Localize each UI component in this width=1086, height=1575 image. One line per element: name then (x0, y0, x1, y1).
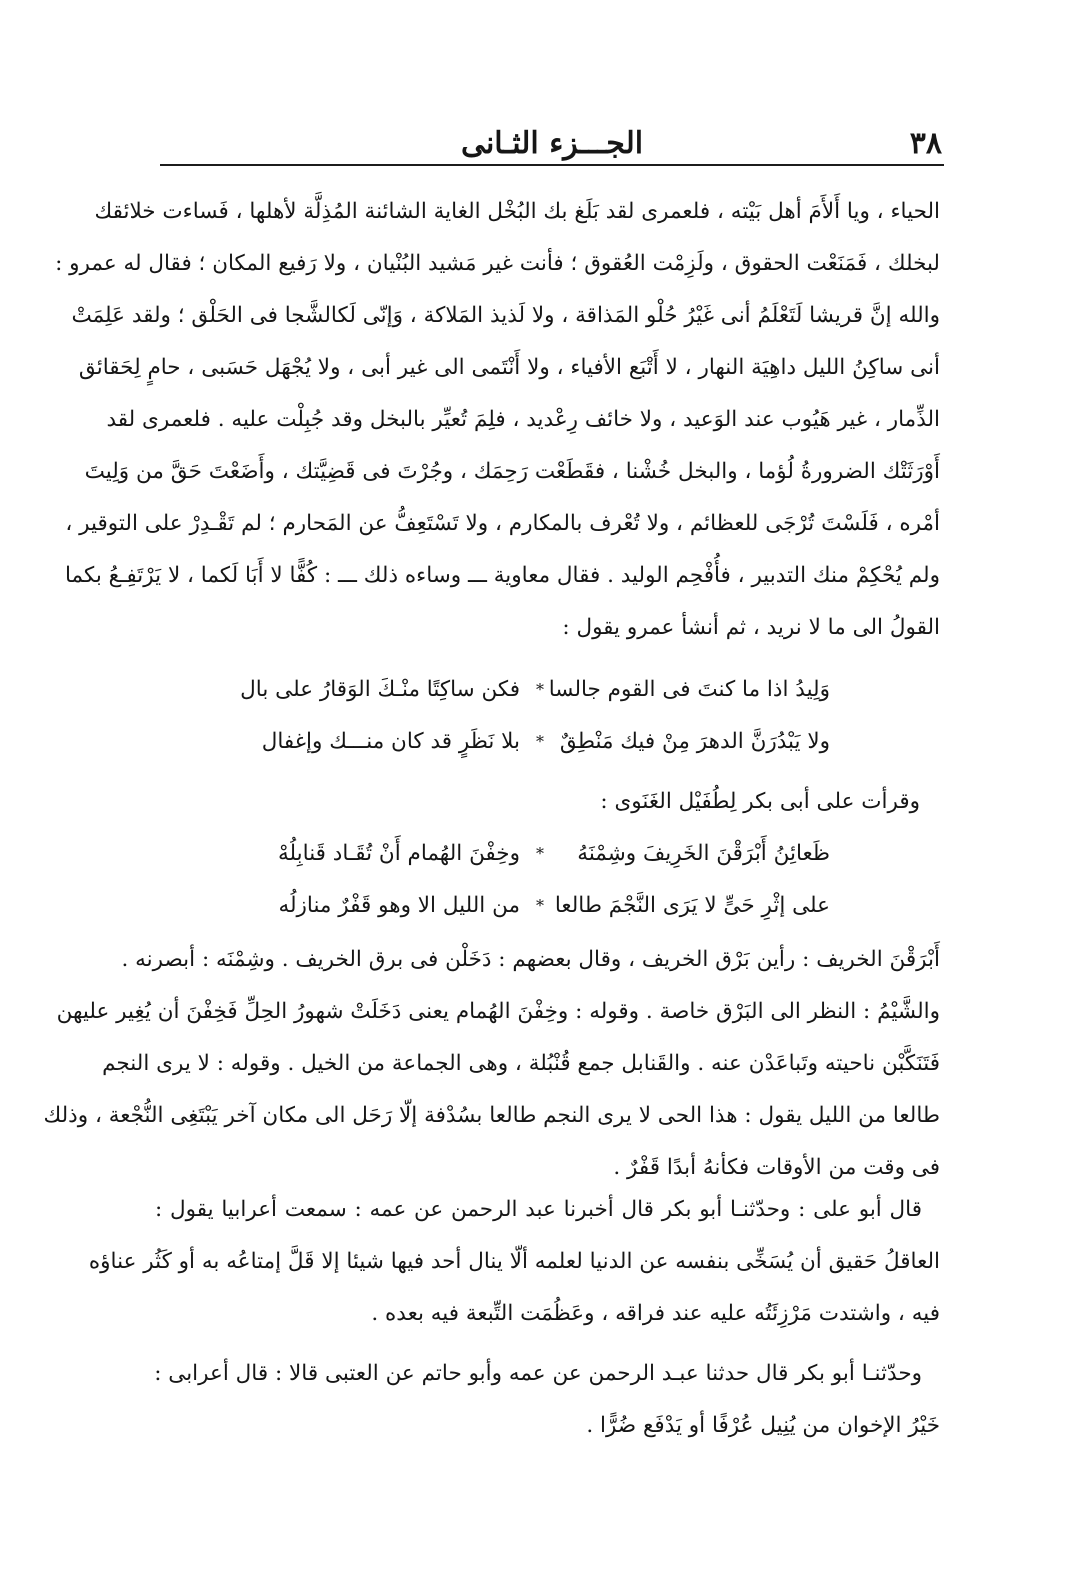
text-line: أمْره ، فَلَسْتَ تُرْجَى للعظائم ، ولا تُعْرف بالمكارم ، ولا تَسْتَعِفُّ عن المَحارم ؛ لم تَقْـدِرْ على التوقير ، (65, 511, 940, 536)
text-line: فَتَنَكَّبْن ناحيته وتَباعَدْن عنه . والقَنابل جمع قُنْبُلة ، وهى الجماعة من الخيل . وقوله : لا يرى النجم (102, 1051, 940, 1076)
verse-first-hemistich: على إثْرِ حَىٍّ لا يَرَى النَّجْمَ طالعا (554, 893, 830, 918)
verse-separator: * (536, 732, 544, 751)
text-line: لبخلك ، فَمَنَعْت الحقوق ، ولَزِمْت العُقوق ؛ فأنت غير مَشيد البُنْيان ، ولا رَفيع المكان ؛ فقال له عمرو : (55, 251, 940, 276)
poem-1 (240, 664, 830, 768)
text-line: الحياء ، ويا أَلأَمَ أهل بَيْته ، فلعمرى لقد بَلَغ بك البُخْل الغاية الشائنة المُذِلَّة لأهلها ، فَساءت خلائقك (94, 199, 940, 224)
poem-intro: وقرأت على أبى بكر لِطُفَيْل الغَنَوى : (600, 789, 920, 814)
verse-first-hemistich: ظَعائِنُ أَبْرَقْنَ الخَرِيفَ وشِمْنَهُ (577, 841, 830, 866)
text-line: أَبْرَقْنَ الخريف : رأين بَرْق الخريف ، وقال بعضهم : دَخَلْن فى برق الخريف . وشِمْنَه : أبصرنه . (121, 947, 940, 972)
verse-second-hemistich: فكن ساكِتًا منْـكَ الوَقارُ على بال (240, 677, 520, 702)
verse-first-hemistich: ولا يَبْدُرَنَّ الدهرَ مِنْ فيك مَنْطِقٌ (559, 729, 830, 754)
text-line: أَوْرَثَتْك الضرورةُ لُؤما ، والبخل خُشْنا ، فقَطَعْت رَحِمَك ، وجُرْتَ فى قَضِيَّتك ، وأَضَعْتَ حَقَّ من وَلِيتَ (84, 459, 940, 484)
running-title: الجـــزء الثـانى (460, 126, 644, 161)
verse-second-hemistich: من الليل الا وهو قَفْرٌ منازلُه (278, 893, 520, 918)
text-line: القولُ الى ما لا نريد ، ثم أنشأ عمرو يقول : (562, 615, 940, 640)
verse-line (240, 880, 830, 932)
text-line: طالعا من الليل يقول : هذا الحى لا يرى النجم طالعا بسُدْفة إلّا رَحَل الى مكان آخر يَبْتَغِى النُّجْعة ، وذلك (43, 1103, 940, 1128)
paragraph-4 (155, 1348, 940, 1452)
verse-line (240, 716, 830, 768)
header-rule (160, 164, 944, 166)
paragraph-3 (88, 1184, 940, 1340)
text-line: فى وقت من الأوقات فكأنهُ أبدًا قَفْرٌ . (613, 1155, 940, 1180)
paragraph-1 (55, 186, 940, 654)
verse-separator: * (536, 680, 544, 699)
text-line: فيه ، واشتدت مَرْزِئَتُه عليه عند فراقه ، وعَظُمَت التِّبعة فيه بعده . (371, 1301, 940, 1326)
verse-line (240, 664, 830, 716)
verse-separator: * (536, 844, 544, 863)
page-number: ٣٨ (909, 126, 942, 161)
text-line: العاقلُ حَقيق أن يُسَخِّى بنفسه عن الدنيا لعلمه ألّا ينال أحد فيها شيئا إلا قَلَّ إمتاعُه به أو كَثُر عناؤه (88, 1249, 940, 1274)
verse-separator: * (536, 896, 544, 915)
verse-second-hemistich: بلا نَظَرٍ قد كان منـــك وإغفال (261, 729, 520, 754)
text-line: خَيْرُ الإخوان من يُنِيل عُرْفًا أو يَدْفَع ضُرًّا . (586, 1413, 940, 1438)
text-line: أنى ساكِنُ الليل داهِيَة النهار ، لا أَتْبَع الأفياء ، ولا أَنْتَمى الى غير أبى ، ولا يُجْهَل حَسَبى ، حامٍ لِحَقائق (78, 355, 940, 380)
text-line: قال أبو على : وحدّثنـا أبو بكر قال أخبرنا عبد الرحمن عن عمه : سمعت أعرابيا يقول : (155, 1197, 922, 1222)
text-line: والشَّيْمُ : النظر الى البَرْق خاصة . وقوله : وخِفْنَ الهُمام يعنى دَخَلَتْ شهورُ الحِلِّ فَخِفْنَ أن يُغِير عليهن (56, 999, 940, 1024)
page-header (162, 120, 942, 170)
verse-line (240, 828, 830, 880)
verse-first-hemistich: وَلِيدُ اذا ما كنتَ فى القوم جالسا (548, 677, 830, 702)
text-line: والله إنَّ قريشا لَتَعْلَمُ أنى غَيْرُ حُلْو المَذاقة ، ولا لَذيذ المَلاكة ، وَإنّى لَكالشَّجا فى الحَلْق ؛ ولقد عَلِمَتْ (71, 303, 940, 328)
text-line: ولم يُحْكِمْ منك التدبير ، فأُفْحِم الوليد . فقال معاوية ـــ وساءه ذلك ـــ : كُفًّا لا أَبَا لَكما ، لا يَرْتَفِـعُ بكما (64, 563, 940, 588)
text-line: الذِّمار ، غير هَيُوب عند الوَعيد ، ولا خائف رِعْديد ، فلِمَ تُعيِّر بالبخل وقد جُبِلْت عليه . فلعمرى لقد (106, 407, 940, 432)
poem-2 (240, 828, 830, 932)
verse-second-hemistich: وخِفْنَ الهُمام أَنْ تُقَـاد قَنابِلُهْ (278, 841, 520, 866)
text-line: وحدّثنـا أبو بكر قال حدثنا عبـد الرحمن عن عمه وأبو حاتم عن العتبى قالا : قال أعرابى : (154, 1361, 922, 1386)
paragraph-2 (43, 934, 940, 1194)
